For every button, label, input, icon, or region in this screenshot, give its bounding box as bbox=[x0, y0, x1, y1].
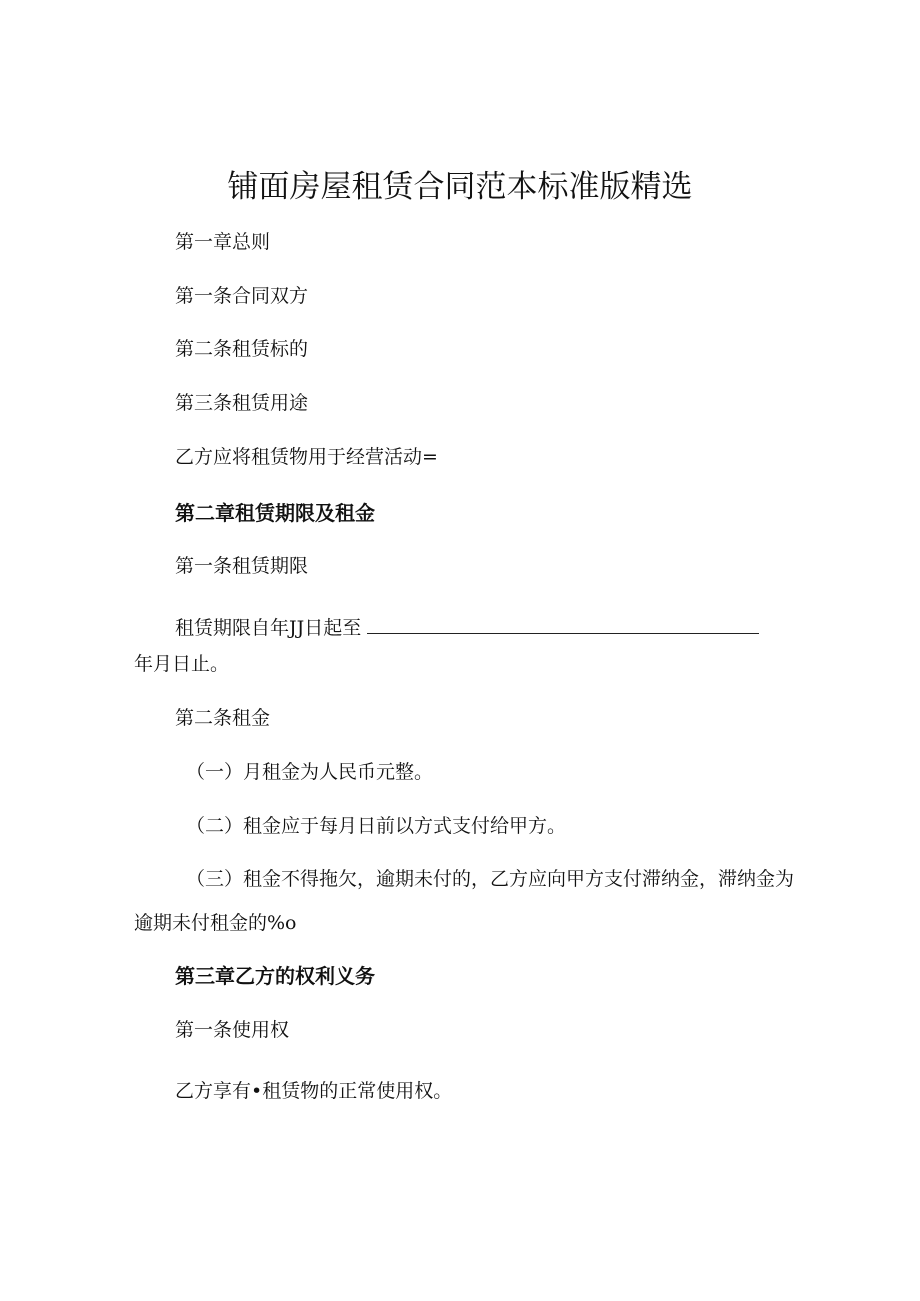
lease-term-blank bbox=[367, 617, 759, 634]
rent-item-3-continued: 逾期未付租金的%o bbox=[134, 912, 297, 934]
document-title: 铺面房屋租赁合同范本标准版精选 bbox=[227, 169, 693, 205]
article-3-1: 第一条使用权 bbox=[175, 1019, 290, 1041]
article-2-1: 第一条租赁期限 bbox=[175, 555, 309, 577]
article-1-1: 第一条合同双方 bbox=[175, 285, 309, 307]
rent-item-2: （二）租金应于每月日前以方式支付给甲方。 bbox=[186, 815, 567, 837]
usage-right-clause: 乙方享有•租赁物的正常使用权。 bbox=[175, 1080, 453, 1102]
lease-term-text: 租赁期限自年JJ日起至 bbox=[175, 617, 362, 639]
usage-clause: 乙方应将租赁物用于经营活动= bbox=[175, 446, 438, 468]
article-1-2: 第二条租赁标的 bbox=[175, 338, 309, 360]
chapter-3-heading: 第三章乙方的权利义务 bbox=[175, 964, 375, 988]
lease-term-end: 年月日止。 bbox=[134, 653, 230, 675]
article-2-2: 第二条租金 bbox=[175, 707, 271, 729]
chapter-1-heading: 第一章总则 bbox=[175, 231, 271, 253]
lease-term-line bbox=[175, 616, 759, 640]
rent-item-3: （三）租金不得拖欠，逾期未付的，乙方应向甲方支付滞纳金，滞纳金为 bbox=[186, 868, 795, 890]
rent-item-1: （一）月租金为人民币元整。 bbox=[186, 761, 434, 783]
chapter-2-heading: 第二章租赁期限及租金 bbox=[175, 501, 375, 525]
article-1-3: 第三条租赁用途 bbox=[175, 392, 309, 414]
